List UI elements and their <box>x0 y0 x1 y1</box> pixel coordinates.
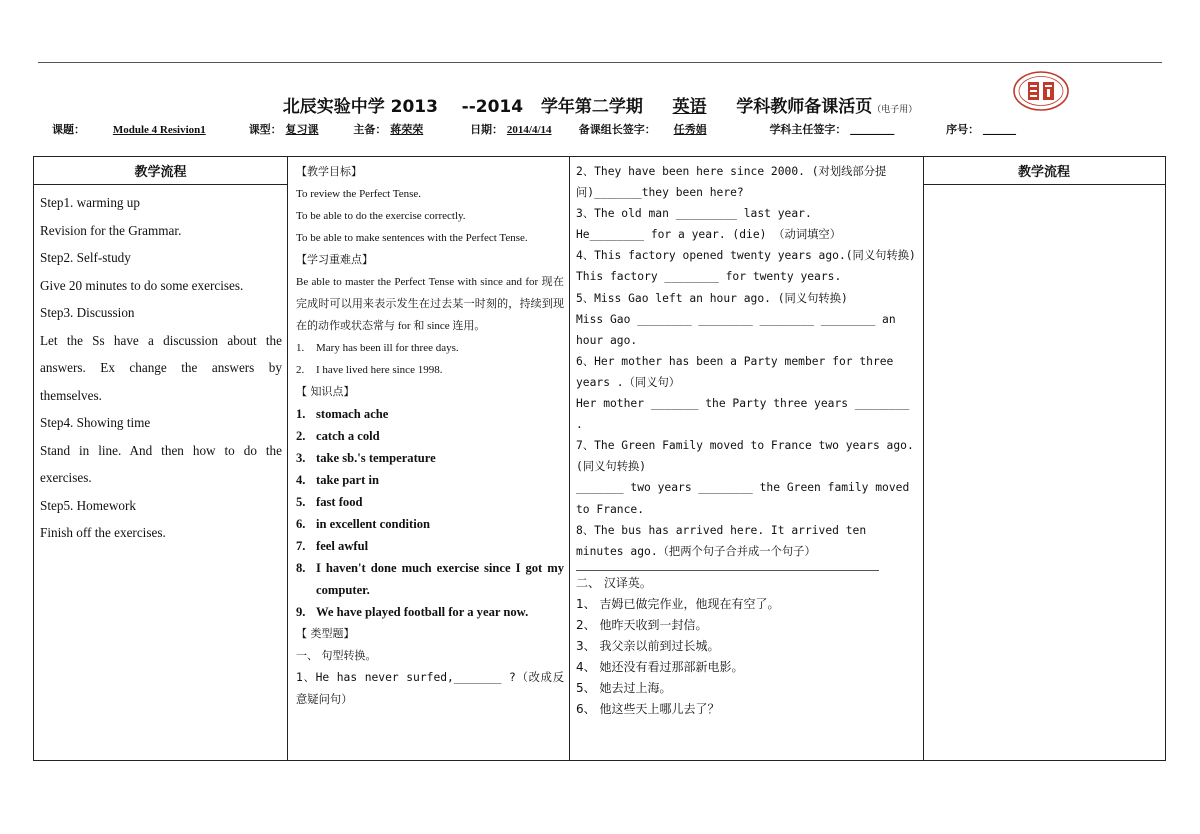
knowledge-item: 9. We have played football for a year now. <box>296 605 529 619</box>
top-rule <box>38 62 1162 63</box>
meta-row <box>52 121 1016 137</box>
flow-step: Give 20 minutes to do some exercises. <box>40 277 244 293</box>
knowledge-item: 2. catch a cold <box>296 429 380 443</box>
knowledge-item: 3. take sb.'s temperature <box>296 451 436 465</box>
exercise-line: _______ two years ________ the Green family moved to France. <box>576 481 910 516</box>
exercise-line: 8、The bus has arrived here. It arrived ten minutes ago.（把两个句子合并成一个句子） <box>576 523 867 558</box>
title-subject: 英语 <box>672 97 707 117</box>
goal-item: To be able to do the exercise correctly. <box>296 210 466 222</box>
serial-label: 序号： <box>946 123 980 136</box>
title-edition: （电子用） <box>872 105 918 115</box>
director-sign-label: 学科主任签字： <box>769 123 847 136</box>
group-sign-label: 备课组长签字： <box>578 123 656 136</box>
exercise-line: He________ for a year. (die) （动词填空） <box>576 228 842 242</box>
header-rule <box>34 184 287 185</box>
school-seal-icon <box>1012 70 1070 112</box>
column-divider <box>569 157 570 760</box>
exercise-line: 5、Miss Gao left an hour ago. (同义句转换) <box>576 291 848 305</box>
example-item: 1. Mary has been ill for three days. <box>296 342 459 354</box>
translation-item: 3、 我父亲以前到过长城。 <box>576 639 720 654</box>
flow-step: Revision for the Grammar. <box>40 222 182 238</box>
knowledge-item: 8. I haven't done much exercise since I got my computer. <box>296 561 564 597</box>
exercise-line: Miss Gao ________ ________ ________ ________ an hour ago. <box>576 312 896 347</box>
exercise-line: 7、The Green Family moved to France two years ago.(同义句转换) <box>576 439 914 474</box>
topic-label: 课题： <box>52 123 85 136</box>
flow-step: Step5. Homework <box>40 497 136 513</box>
translation-item: 2、 他昨天收到一封信。 <box>576 617 708 632</box>
flow-step: Finish off the exercises. <box>40 525 166 540</box>
title-year-end: --2014 <box>461 97 524 117</box>
goals-column <box>296 161 564 711</box>
class-type-label: 课型： <box>248 123 282 136</box>
knowledge-item: 7. feel awful <box>296 539 369 553</box>
goals-heading: 【教学目标】 <box>296 165 362 178</box>
column-divider <box>287 157 288 760</box>
right-column-header: 教学流程 <box>1017 165 1070 180</box>
types-heading: 【 类型题】 <box>296 627 355 640</box>
question-1: 1、He has never surfed,_______ ?（改成反意疑问句） <box>296 671 564 706</box>
translation-item: 5、 她去过上海。 <box>576 681 672 696</box>
lesson-table <box>33 156 1166 761</box>
host-label: 主备： <box>353 123 387 136</box>
exercise-line: 2、They have been here since 2000. (对划线部分提问)_______they been here? <box>576 165 887 200</box>
example-item: 2. I have lived here since 1998. <box>296 364 443 376</box>
knowledge-item: 6. in excellent condition <box>296 517 431 531</box>
goal-item: To review the Perfect Tense. <box>296 188 422 200</box>
flow-step: Step1. warming up <box>40 195 140 210</box>
topic-value: Module 4 Resivion1 <box>112 124 206 136</box>
title-term: 学年第二学期 <box>540 97 643 117</box>
title-school: 北辰实验中学 2013 <box>282 97 438 117</box>
flow-step: Stand in line. And then how to do the exercises. <box>40 442 282 485</box>
exercise-column <box>576 161 918 720</box>
knowledge-item: 1. stomach ache <box>296 407 389 421</box>
answer-line <box>576 562 879 571</box>
knowledge-item: 4. take part in <box>296 473 379 487</box>
translation-title: 二、 汉译英。 <box>576 575 652 590</box>
translation-item: 4、 她还没有看过那部新电影。 <box>576 660 744 675</box>
column-divider <box>923 157 924 760</box>
example-text: Mary has been ill for three days. <box>316 342 459 354</box>
difficulty-text: Be able to master the Perfect Tense with since and for 现在完成时可以用来表示发生在过去某一时刻的，持续到现在的动作或状态常与 for 和 since 连用。 <box>296 276 564 332</box>
header-rule <box>923 184 1165 185</box>
title-doc-type: 学科教师备课活页 <box>736 97 873 117</box>
date-label: 日期： <box>470 123 504 136</box>
flow-step: Step2. Self-study <box>40 250 131 265</box>
difficulty-heading: 【学习重难点】 <box>296 253 373 266</box>
flow-step: Step3. Discussion <box>40 305 135 320</box>
exercise-line: 6、Her mother has been a Party member for three years .（同义句） <box>576 354 894 389</box>
translation-item: 1、 吉姆已做完作业，他现在有空了。 <box>576 596 780 611</box>
goal-item: To be able to make sentences with the Perfect Tense. <box>296 232 528 244</box>
exercise-line: 4、This factory opened twenty years ago.(同义句转换) This factory ________ for twenty years. <box>576 249 916 284</box>
group-sign-value: 任秀娟 <box>673 124 707 136</box>
flow-step: Step4. Showing time <box>40 415 151 430</box>
teaching-flow <box>40 189 282 547</box>
exercise-line: Her mother _______ the Party three years ________ . <box>576 397 910 432</box>
flow-step: Let the Ss have a discussion about the answers. Ex change the answers by themselves. <box>40 332 282 403</box>
serial-value: ______ <box>982 124 1016 136</box>
part1-title: 一、 句型转换。 <box>296 649 377 662</box>
knowledge-item: 5. fast food <box>296 495 363 509</box>
translation-item: 6、 他这些天上哪儿去了？ <box>576 702 720 717</box>
left-column-header: 教学流程 <box>134 165 187 180</box>
knowledge-heading: 【 知识点】 <box>296 385 355 398</box>
class-type-value: 复习课 <box>285 124 319 136</box>
exercise-line: 3、The old man _________ last year. <box>576 207 812 221</box>
director-sign-value: ________ <box>850 124 895 136</box>
date-value: 2014/4/14 <box>506 124 552 136</box>
host-value: 蒋荣荣 <box>390 124 424 136</box>
example-text: I have lived here since 1998. <box>316 364 443 376</box>
